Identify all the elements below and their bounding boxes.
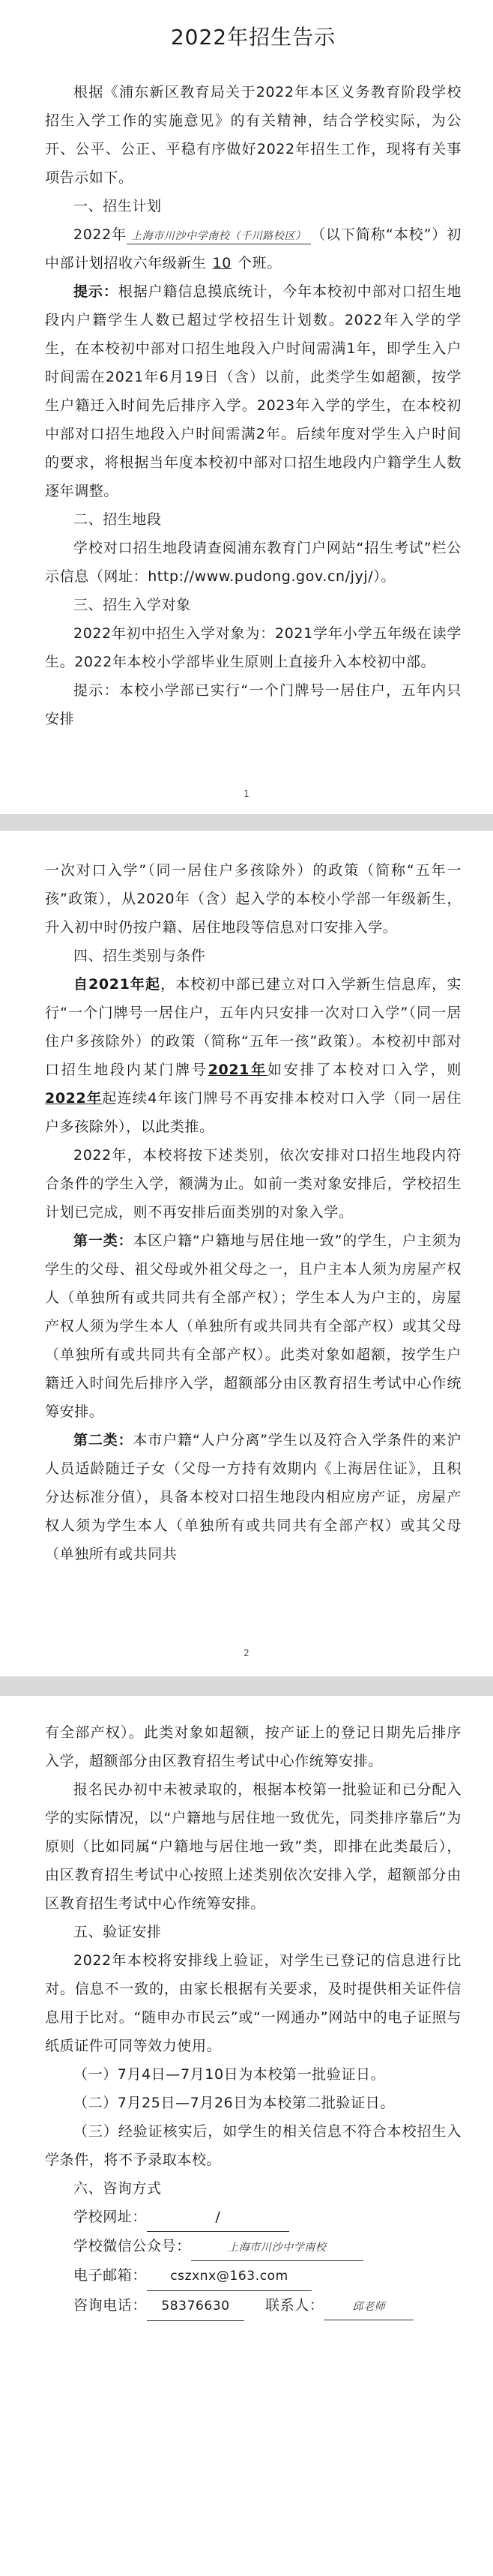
category-2-paragraph-part-2: 有全部产权）。此类对象如超额，按产证上的登记日期先后排序入学，超额部分由区教育招生考试中心作统筹安排。 [45,1724,462,1769]
section-1-heading: 一、招生计划 [73,198,162,214]
tip-text: 根据户籍信息摸底统计，今年本校初中部对口招生地段内户籍学生人数已超过学校招生计划数。2022年入学的学生，在本校初中部对口招生地段入户时间需满1年，即学生入户时间需在2021年6月19日（含）以前，此类学生如超额，按学生户籍迁入时间先后排序入学。2023年入学的学生，在本校初中部对口招生地段入户时间需满2年。后续年度对学生入户时间的要求，将根据当年度本校初中部对口招生地段内户籍学生人数逐年调整。 [45,283,462,499]
target-tip-part-2: 一次对口入学”（同一居住户多孩除外）的政策（简称“五年一孩”政策），从2020年（含）起入学的本校小学部一年级新生，升入初中时仍按户籍、居住地段等信息对口安排入学。 [45,862,462,936]
policy-start-year: 自2021年起 [73,976,161,993]
order-paragraph: 2022年，本校将按下述类别，依次安排对口招生地段内符合条件的学生入学，额满为止。如前一类对象安排后，学校招生计划已完成，则不再安排后面类别的对象入学。 [45,1147,462,1221]
email-row [45,2261,462,2291]
website-label: 学校网址： [73,2209,148,2225]
policy-year-1: 2021年 [208,1062,267,1078]
class-count: 10 [212,255,232,271]
section-2-heading: 二、招生地段 [73,511,162,528]
page-separator-1 [0,814,493,831]
target-paragraph: 2022年初中招生入学对象为：2021学年小学五年级在读学生。2022年本校小学部毕业生原则上直接升入本校初中部。 [45,625,462,670]
website-value [147,2203,289,2232]
verification-batch-1: （一）7月4日—7月10日为本校第一批验证日。 [73,2066,386,2083]
contact-label: 联系人： [265,2297,324,2314]
wechat-value [191,2232,363,2261]
wechat-row [45,2232,462,2261]
category-1-paragraph [45,1227,462,1426]
target-tip-part-1: 提示：本校小学部已实行“一个门牌号一居住户，五年内只安排 [45,682,462,727]
section-5-heading: 五、验证安排 [73,1924,162,1940]
wechat-label: 学校微信公众号： [73,2238,191,2254]
plan-suffix: 个班。 [238,255,282,271]
policy-text-a: ，本校初中部已建立对口入学新生信息库，实行“一个门牌号一居住户，五年内只安排一次对口入学”（同一居住户多孩除外）的政策（简称“五年一孩”政策）。本校初中部对口招生地段内某门牌号 [45,976,462,1078]
phone-row [45,2291,462,2321]
district-paragraph: 学校对口招生地段请查阅浦东教育门户网站“招生考试”栏公示信息（网址：http://www.pudong.gov.cn/jyj/）。 [45,540,462,585]
plan-middle: （以下简称“本校”）初中部计划招收六年级新生 [45,226,462,271]
section-4-heading: 四、招生类别与条件 [73,948,206,964]
email-value-text: cszxnx@163.com [170,2269,288,2284]
page-separator-2 [0,1676,493,1696]
tip-label: 提示： [73,283,118,300]
website-row [45,2203,462,2232]
contact-block [45,2203,462,2321]
page-title: 2022年招生告示 [170,25,336,49]
policy-text-c: 起连续4年该门牌号不再安排本校对口入学（同一居住户多孩除外），以此类推。 [45,1090,462,1135]
section-6-heading: 六、咨询方式 [73,2180,162,2197]
policy-year-2: 2022年 [45,1090,103,1107]
website-value-text: / [215,2209,221,2225]
document-page-2 [0,831,493,1676]
wechat-value-text: 上海市川沙中学南校 [228,2242,327,2254]
contact-value-text: 邱老师 [352,2301,386,2313]
policy-paragraph [45,970,462,1141]
category-2-label: 第二类： [73,1432,133,1448]
verification-batch-2: （二）7月25日—7月26日为本校第二批验证日。 [73,2095,395,2111]
private-school-paragraph: 报名民办初中未被录取的，根据本校第一批验证和已分配入学的实际情况，以“户籍地与居住地一致优先，同类排序靠后”为原则（比如同属“户籍地与居住地一致”类，即排在此类最后），由区教育招生考试中心按照上述类别依次安排入学，超额部分由区教育招生考试中心作统筹安排。 [45,1781,462,1912]
category-2-paragraph-part-1 [45,1426,462,1568]
phone-label: 咨询电话： [73,2297,148,2314]
plan-paragraph [45,220,462,277]
verification-batch-3: （三）经验证核实后，如学生的相关信息不符合本校招生入学条件，将不予录取本校。 [45,2123,462,2168]
phone-value-text: 58376630 [161,2299,230,2314]
verification-paragraph: 2022年本校将安排线上验证，对学生已登记的信息进行比对。信息不一致的，由家长根据有关要求，及时提供相关证件信息用于比对。“随申办市民云”或“一网通办”网站中的电子证照与纸质证件可同等效力使用。 [45,1952,462,2054]
tip-paragraph [45,277,462,505]
school-name-fill: 上海市川沙中学南校（千川路校区） [127,229,311,244]
intro-paragraph: 根据《浦东新区教育局关于2022年本区义务教育阶段学校招生入学工作的实施意见》的有关精神，结合学校实际，为公开、公平、公正、平稳有序做好2022年招生工作，现将有关事项告示如下。 [45,84,462,186]
policy-text-b: 如安排了本校对口入学，则 [267,1062,462,1078]
category-1-label: 第一类： [73,1233,133,1249]
page-number-2: 2 [244,1648,249,1658]
phone-value [147,2291,244,2321]
category-1-text: 本区户籍“户籍地与居住地一致”的学生，户主须为学生的父母、祖父母或外祖父母之一，且户主本人须为房屋产权人（单独所有或共同共有全部产权）；学生本人为户主的，房屋产权人须为学生本人（单独所有或共同共有全部产权）或其父母（单独所有或共同共有全部产权）。此类对象如超额，按学生户籍迁入时间先后排序入学，超额部分由区教育招生考试中心作统筹安排。 [45,1233,462,1420]
document-page-1 [0,0,493,814]
document-page-3 [0,1696,493,2576]
email-label: 电子邮箱： [73,2267,148,2284]
plan-prefix: 2022年 [73,226,127,243]
page-number-1: 1 [244,789,249,799]
category-2-text: 本市户籍“人户分离”学生以及符合入学条件的来沪人员适龄随迁子女（父母一方持有效期内《上海居住证》，且积分达标准分值），具备本校对口招生地段内相应房产证，房屋产权人须为学生本人（单独所有或共同共有全部产权）或其父母（单独所有或共同共 [45,1432,462,1562]
email-value [147,2261,312,2291]
contact-value [324,2291,414,2320]
section-3-heading: 三、招生入学对象 [73,597,191,613]
